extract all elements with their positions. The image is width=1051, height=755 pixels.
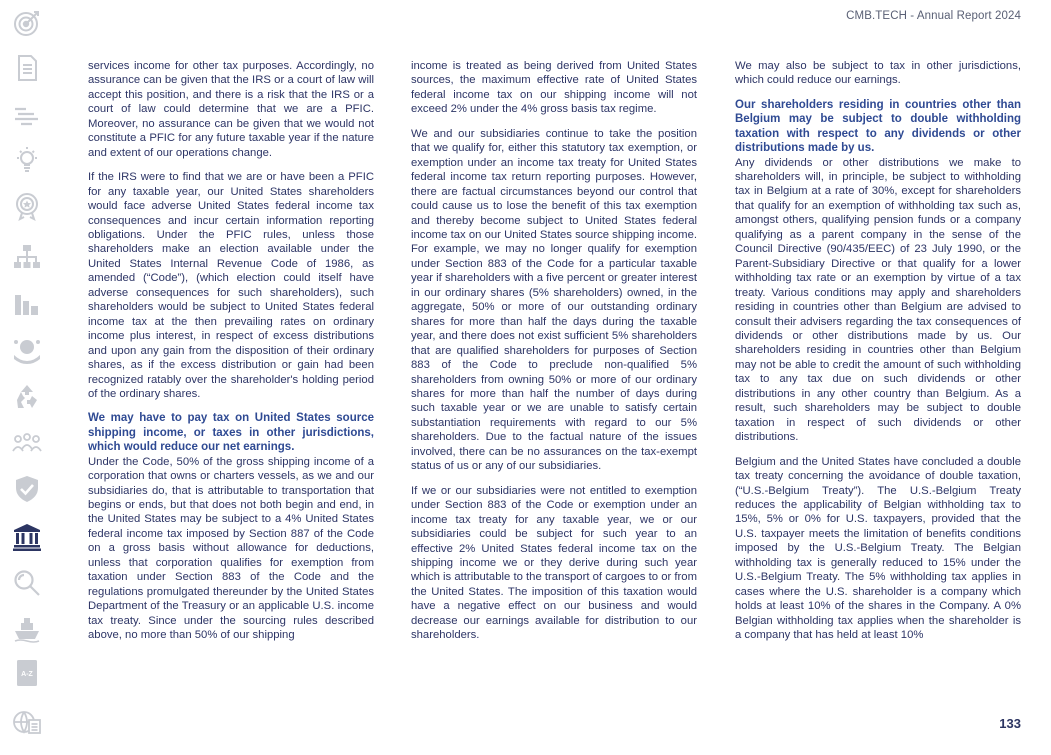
text-column-1 xyxy=(88,59,374,653)
sidebar-nav xyxy=(0,0,56,755)
recycle-icon[interactable] xyxy=(10,380,44,414)
lightbulb-icon[interactable] xyxy=(10,143,44,177)
paragraph: services income for other tax purposes. Accordingly, no assurance can be given that the IRS or a court of law will accept this position, and there is a risk that the IRS or a court of law could determine that we are a PFIC. Moreover, no assurance can be given that we would not constitute a PFIC for any future taxable year if the nature and extent of our operations change. xyxy=(88,60,374,159)
paragraph: income is treated as being derived from United States sources, the maximum effective rate of United States federal income tax on our shipping income will not exceed 2% under the 4% gross basis tax regime. xyxy=(411,60,697,116)
paragraph: Any dividends or other distributions we make to shareholders will, in principle, be subject to withholding tax in Belgium at a rate of 30%, except for shareholders that qualify for an exemption of withholding tax such as, amongst others, qualifying pension funds or a company qualifying as a parent company in the sense of the Council Directive (90/435/EEC) of 23 July 1990, or the Parent-Subsidiary Directive or that qualify for a lower withholding tax rate or an exemption by virtue of a tax treaty. Various conditions may apply and shareholders residing in countries other than Belgium are advised to consult their advisers regarding the tax consequences of dividends or other distributions made by us. Our shareholders residing in countries other than Belgium may not be able to credit the amount of such withholding tax to any tax due on such dividends or other distributions in any other country than Belgium. As a result, such shareholders may be subject to double taxation in respect of such dividends or other distributions. xyxy=(735,156,1021,444)
org-chart-icon[interactable] xyxy=(10,240,44,274)
glossary-book-icon[interactable] xyxy=(10,656,44,690)
paragraph: Under the Code, 50% of the gross shipping income of a corporation that owns or charters vessels, as we and our subsidiaries do, that is attributable to transportation that begins or ends, but that does not both begin and end, in the United States may be subject to a 4% United States federal income tax imposed by Section 887 of the Code on a gross basis without allowance for deductions, unless that corporation qualifies for exemption from taxation under Section 883 of the Code and the regulations promulgated thereunder by the United States Department of the Treasury or an applicable U.S. income tax treaty. Since under the sourcing rules described above, no more than 50% of our shipping xyxy=(88,455,374,642)
document-icon[interactable] xyxy=(10,51,44,85)
report-header-title: CMB.TECH - Annual Report 2024 xyxy=(846,10,1021,22)
text-column-2 xyxy=(411,59,697,653)
shield-check-icon[interactable] xyxy=(10,472,44,506)
target-icon[interactable] xyxy=(10,6,44,40)
paragraph: We and our subsidiaries continue to take the position that we qualify for, either this statutory tax exemption, or exemption under an income tax treaty for United States federal income tax return reporting purposes. However, there are factual circumstances beyond our control that could cause us to lose the benefit of this tax exemption and thereby become subject to United States federal income tax on our United States source shipping income. For example, we may no longer qualify for exemption under Section 883 of the Code for a particular taxable year if shareholders with a five percent or greater interest in our ordinary shares (5% shareholders) owned, in the aggregate, 50% or more of our outstanding ordinary shares for more than half the days during the taxable year, and there does not exist sufficient 5% shareholders that are qualified shareholders for purposes of Section 883 of the Code to preclude non-qualified 5% shareholders from owning 50% or more of our ordinary shares for more than half the number of days during such taxable year or we are unable to satisfy certain substantiation requirements with regard to our 5% shareholders. Due to the factual nature of the issues involved, there can be no assurances on the tax-exempt status of us or any of our subsidiaries. xyxy=(411,127,697,473)
paragraph: If we or our subsidiaries were not entitled to exemption under Section 883 of the Code or exemption under an income tax treaty for any taxable year, we or our subsidiaries could be subject for such year to an effective 2% United States federal income tax on the shipping income we or they derive during such year which is attributable to the transport of cargoes to or from the United States. The imposition of this taxation would have a negative effect on our business and would decrease our earnings available for distribution to our shareholders. xyxy=(411,484,697,642)
svg-text:A-Z: A-Z xyxy=(21,671,33,678)
people-group-icon[interactable] xyxy=(10,425,44,459)
page-number: 133 xyxy=(999,716,1021,731)
globe-hands-icon[interactable] xyxy=(10,333,44,367)
paragraph: We may also be subject to tax in other jurisdictions, which could reduce our earnings. xyxy=(735,60,1021,87)
globe-document-icon[interactable] xyxy=(10,705,44,739)
text-column-3 xyxy=(735,59,1021,652)
magnifier-icon[interactable] xyxy=(10,566,44,600)
paragraph: Belgium and the United States have concluded a double tax treaty concerning the avoidance of double taxation, (“U.S.-Belgium Treaty”). The U.S.-Belgium Treaty reduces the applicability of Belgian withholding tax to 15%, 5% or 0% for U.S. taxpayers, provided that the U.S. taxpayer meets the limitation of benefits conditions imposed by the U.S.-Belgium Treaty. The Belgian withholding tax is generally reduced to 15% under the U.S.-Belgium Treaty. The 5% withholding tax applies in cases where the U.S. shareholder is a company which holds at least 10% of the shares in the Company. A 0% Belgian withholding tax applies when the shareholder is a company that has held at least 10% xyxy=(735,455,1021,642)
section-heading: We may have to pay tax on United States source shipping income, or taxes in other jurisdictions, which would reduce our net earnings. xyxy=(88,412,374,454)
paragraph: If the IRS were to find that we are or have been a PFIC for any taxable year, our United States shareholders would face adverse United States federal income tax consequences and incur certain information reporting obligations. Under the PFIC rules, unless those shareholders make an election available under the United States Internal Revenue Code of 1986, as amended (“Code”), (which election could itself have adverse consequences for such shareholders), such shareholders would be subject to United States federal income tax at the then prevailing rates on ordinary income plus interest, in respect of excess distributions and upon any gain from the disposition of their ordinary shares, as if the excess distribution or gain had been recognized ratably over the shareholder's holding period of the ordinary shares. xyxy=(88,171,374,400)
ship-speed-icon[interactable] xyxy=(10,98,44,132)
bank-building-icon[interactable] xyxy=(10,520,44,554)
section-heading: Our shareholders residing in countries other than Belgium may be subject to double withholding taxation with respect to any dividends or other distributions made by us. xyxy=(735,98,1021,155)
bar-chart-icon[interactable] xyxy=(10,287,44,321)
award-icon[interactable] xyxy=(10,189,44,223)
ship-icon[interactable] xyxy=(10,612,44,646)
